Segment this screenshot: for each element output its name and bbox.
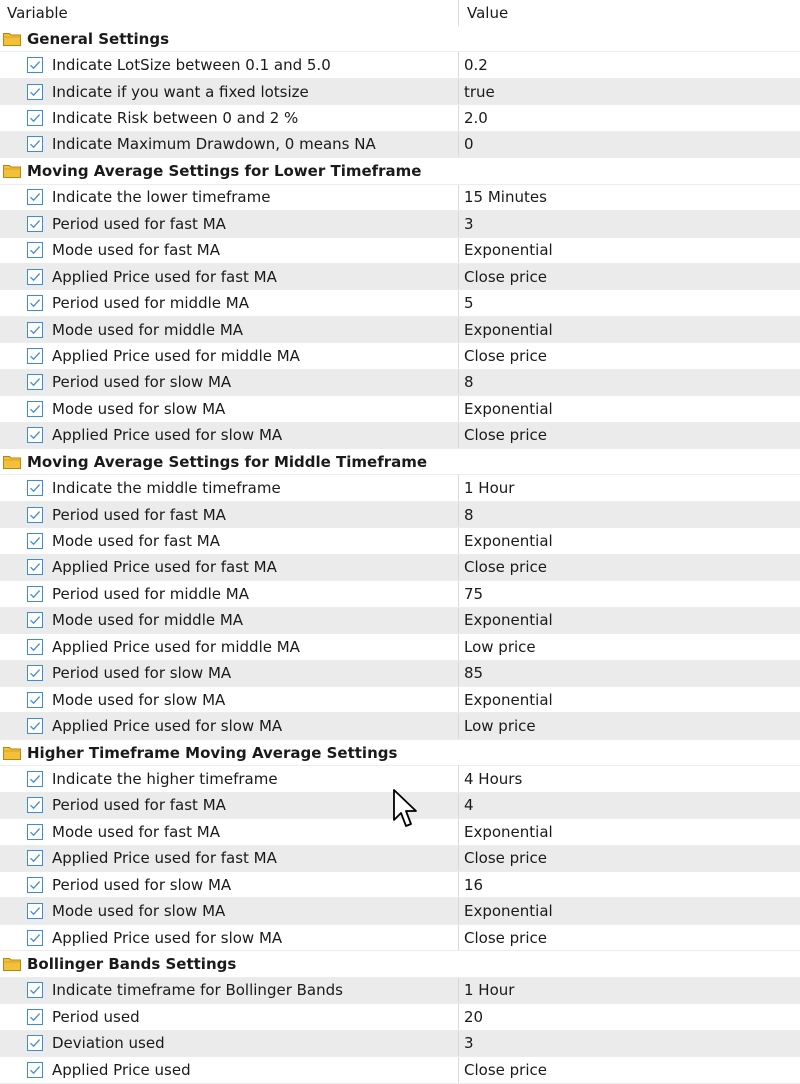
group-header-cell: [0, 951, 236, 976]
group-title: Moving Average Settings for Lower Timeframe: [27, 161, 422, 180]
checkbox-checked-icon[interactable]: [27, 903, 43, 919]
group-header[interactable]: [0, 26, 800, 52]
parameter-row[interactable]: [0, 264, 800, 290]
parameter-row[interactable]: [0, 185, 800, 211]
parameter-row[interactable]: [0, 713, 800, 739]
parameter-name: Period used: [52, 1007, 140, 1026]
parameter-name: Indicate the middle timeframe: [52, 479, 281, 498]
checkbox-checked-icon[interactable]: [27, 216, 43, 232]
folder-icon: [3, 957, 21, 971]
parameter-name: Period used for middle MA: [52, 584, 249, 603]
checkbox-checked-icon[interactable]: [27, 507, 43, 523]
column-header-value-label: Value: [467, 4, 509, 22]
parameter-name: Mode used for fast MA: [52, 822, 221, 841]
parameter-name-cell: [0, 687, 459, 712]
column-header-value[interactable]: [459, 4, 800, 22]
parameter-name: Mode used for fast MA: [52, 241, 221, 260]
checkbox-checked-icon[interactable]: [27, 189, 43, 205]
parameter-value[interactable]: 8: [464, 373, 474, 392]
parameter-row[interactable]: [0, 423, 800, 449]
checkbox-checked-icon[interactable]: [27, 533, 43, 549]
parameter-name: Indicate Maximum Drawdown, 0 means NA: [52, 135, 376, 154]
parameter-value[interactable]: 5: [464, 294, 474, 313]
parameter-name-cell: [0, 1031, 459, 1056]
parameter-value[interactable]: Exponential: [464, 690, 553, 709]
checkbox-checked-icon[interactable]: [27, 269, 43, 285]
parameter-name-cell: [0, 766, 459, 791]
parameter-value[interactable]: Close price: [464, 849, 547, 868]
parameter-name-cell: [0, 793, 459, 818]
checkbox-checked-icon[interactable]: [27, 665, 43, 681]
parameter-value[interactable]: Exponential: [464, 532, 553, 551]
parameter-value[interactable]: 20: [464, 1007, 484, 1026]
parameter-name-cell: [0, 846, 459, 871]
parameter-row[interactable]: [0, 211, 800, 237]
checkbox-checked-icon[interactable]: [27, 374, 43, 390]
parameter-name: Period used for fast MA: [52, 214, 226, 233]
checkbox-checked-icon[interactable]: [27, 348, 43, 364]
parameter-row[interactable]: [0, 502, 800, 528]
parameter-row[interactable]: [0, 238, 800, 264]
group-header-cell: [0, 449, 427, 474]
checkbox-checked-icon[interactable]: [27, 824, 43, 840]
parameter-name-cell: [0, 502, 459, 527]
parameter-name: Period used for fast MA: [52, 796, 226, 815]
parameter-row[interactable]: [0, 925, 800, 951]
checkbox-checked-icon[interactable]: [27, 586, 43, 602]
parameter-name: Mode used for slow MA: [52, 399, 226, 418]
checkbox-checked-icon[interactable]: [27, 797, 43, 813]
group-title: Bollinger Bands Settings: [27, 955, 237, 974]
parameter-row[interactable]: [0, 105, 800, 131]
parameter-name: Period used for middle MA: [52, 294, 249, 313]
mouse-cursor-icon: [392, 788, 420, 830]
parameter-value[interactable]: Low price: [464, 637, 536, 656]
parameter-name-cell: [0, 132, 459, 157]
parameter-name: Indicate LotSize between 0.1 and 5.0: [52, 56, 331, 75]
parameter-value[interactable]: Exponential: [464, 822, 553, 841]
parameter-value[interactable]: 15 Minutes: [464, 188, 547, 207]
folder-icon: [3, 455, 21, 469]
parameter-value[interactable]: Close price: [464, 1060, 547, 1079]
group-header[interactable]: [0, 740, 800, 766]
checkbox-checked-icon[interactable]: [27, 718, 43, 734]
parameter-name: Indicate timeframe for Bollinger Bands: [52, 981, 343, 1000]
parameter-row[interactable]: [0, 1004, 800, 1030]
parameter-name-cell: [0, 528, 459, 553]
checkbox-checked-icon[interactable]: [27, 295, 43, 311]
column-header-variable-label: Variable: [7, 4, 68, 22]
parameter-row[interactable]: [0, 370, 800, 396]
parameter-value[interactable]: 4: [464, 796, 474, 815]
parameter-row[interactable]: [0, 555, 800, 581]
checkbox-checked-icon[interactable]: [27, 480, 43, 496]
parameter-name: Applied Price used for fast MA: [52, 267, 277, 286]
parameter-name-cell: [0, 555, 459, 580]
parameter-value[interactable]: 2.0: [464, 109, 488, 128]
checkbox-checked-icon[interactable]: [27, 982, 43, 998]
checkbox-checked-icon[interactable]: [27, 401, 43, 417]
parameter-row[interactable]: [0, 52, 800, 78]
parameter-row[interactable]: [0, 396, 800, 422]
parameter-value[interactable]: Exponential: [464, 902, 553, 921]
parameter-name-cell: [0, 872, 459, 897]
parameter-value[interactable]: 75: [464, 584, 484, 603]
checkbox-checked-icon[interactable]: [27, 136, 43, 152]
parameter-name: Applied Price used for fast MA: [52, 849, 277, 868]
checkbox-checked-icon[interactable]: [27, 850, 43, 866]
group-header-cell: [0, 740, 397, 765]
parameter-value[interactable]: 1 Hour: [464, 479, 515, 498]
parameter-value[interactable]: Close price: [464, 928, 547, 947]
parameter-row[interactable]: [0, 687, 800, 713]
parameter-value[interactable]: Close price: [464, 346, 547, 365]
parameter-row[interactable]: [0, 1031, 800, 1057]
parameter-name: Applied Price used for fast MA: [52, 558, 277, 577]
parameter-name-cell: [0, 370, 459, 395]
parameter-name-cell: [0, 925, 459, 950]
checkbox-checked-icon[interactable]: [27, 639, 43, 655]
checkbox-checked-icon[interactable]: [27, 1009, 43, 1025]
checkbox-checked-icon[interactable]: [27, 559, 43, 575]
parameter-row[interactable]: [0, 317, 800, 343]
parameter-value[interactable]: 3: [464, 214, 474, 233]
parameter-name: Applied Price used for middle MA: [52, 637, 300, 656]
parameter-name: Mode used for slow MA: [52, 690, 226, 709]
parameter-name-cell: [0, 475, 459, 500]
parameter-name: Applied Price used for slow MA: [52, 928, 283, 947]
parameter-value[interactable]: 16: [464, 875, 484, 894]
folder-icon: [3, 746, 21, 760]
parameter-name-cell: [0, 238, 459, 263]
parameter-name: Mode used for fast MA: [52, 532, 221, 551]
parameter-row[interactable]: [0, 343, 800, 369]
parameter-name: Deviation used: [52, 1034, 165, 1053]
parameter-name-cell: [0, 978, 459, 1003]
parameter-name-cell: [0, 211, 459, 236]
parameter-name-cell: [0, 634, 459, 659]
group-header-cell: [0, 26, 169, 51]
group-header[interactable]: [0, 951, 800, 977]
checkbox-checked-icon[interactable]: [27, 84, 43, 100]
parameter-value[interactable]: 85: [464, 664, 484, 683]
parameter-name-cell: [0, 396, 459, 421]
folder-icon: [3, 32, 21, 46]
parameter-row[interactable]: [0, 898, 800, 924]
parameter-name-cell: [0, 105, 459, 130]
parameter-name: Applied Price used: [52, 1060, 191, 1079]
parameter-value[interactable]: Low price: [464, 717, 536, 736]
group-title: General Settings: [27, 29, 170, 48]
parameter-name-cell: [0, 343, 459, 368]
parameter-row[interactable]: [0, 634, 800, 660]
parameter-name: Indicate Risk between 0 and 2 %: [52, 109, 299, 128]
checkbox-checked-icon[interactable]: [27, 57, 43, 73]
parameter-name-cell: [0, 661, 459, 686]
parameter-name: Indicate if you want a fixed lotsize: [52, 82, 309, 101]
parameter-name: Period used for slow MA: [52, 373, 232, 392]
parameter-name-cell: [0, 1004, 459, 1029]
parameter-name: Period used for slow MA: [52, 875, 232, 894]
checkbox-checked-icon[interactable]: [27, 110, 43, 126]
parameter-value[interactable]: Exponential: [464, 611, 553, 630]
parameter-row[interactable]: [0, 846, 800, 872]
parameter-value[interactable]: true: [464, 82, 495, 101]
parameter-name-cell: [0, 581, 459, 606]
checkbox-checked-icon[interactable]: [27, 612, 43, 628]
parameter-row[interactable]: [0, 978, 800, 1004]
parameter-name: Applied Price used for slow MA: [52, 426, 283, 445]
parameter-value[interactable]: 4 Hours: [464, 769, 523, 788]
parameter-name-cell: [0, 79, 459, 104]
parameter-name-cell: [0, 52, 459, 77]
parameter-value[interactable]: Close price: [464, 558, 547, 577]
checkbox-checked-icon[interactable]: [27, 427, 43, 443]
parameter-value[interactable]: 1 Hour: [464, 981, 515, 1000]
parameter-row[interactable]: [0, 661, 800, 687]
group-header[interactable]: [0, 449, 800, 475]
parameter-name: Applied Price used for middle MA: [52, 346, 300, 365]
parameter-value[interactable]: Exponential: [464, 241, 553, 260]
parameter-value[interactable]: 8: [464, 505, 474, 524]
parameter-name: Mode used for slow MA: [52, 902, 226, 921]
parameter-value[interactable]: Close price: [464, 426, 547, 445]
parameter-value[interactable]: 3: [464, 1034, 474, 1053]
parameter-row[interactable]: [0, 872, 800, 898]
parameters-list: [0, 26, 800, 1084]
parameter-value[interactable]: 0.2: [464, 56, 488, 75]
group-title: Moving Average Settings for Middle Timeframe: [27, 452, 428, 471]
parameter-name-cell: [0, 898, 459, 923]
parameter-row[interactable]: [0, 290, 800, 316]
checkbox-checked-icon[interactable]: [27, 930, 43, 946]
parameter-row[interactable]: [0, 132, 800, 158]
parameter-name-cell: [0, 317, 459, 342]
parameter-name: Mode used for middle MA: [52, 611, 244, 630]
parameter-value[interactable]: 0: [464, 135, 474, 154]
parameter-name: Indicate the higher timeframe: [52, 769, 278, 788]
parameter-name-cell: [0, 713, 459, 738]
parameter-row[interactable]: [0, 528, 800, 554]
parameter-name-cell: [0, 819, 459, 844]
checkbox-checked-icon[interactable]: [27, 692, 43, 708]
checkbox-checked-icon[interactable]: [27, 1062, 43, 1078]
folder-icon: [3, 164, 21, 178]
parameter-name-cell: [0, 423, 459, 448]
parameter-name: Mode used for middle MA: [52, 320, 244, 339]
parameter-name-cell: [0, 1057, 459, 1082]
parameter-row[interactable]: [0, 79, 800, 105]
parameter-name-cell: [0, 264, 459, 289]
column-header: [0, 0, 800, 27]
group-header-cell: [0, 158, 421, 183]
parameter-name-cell: [0, 608, 459, 633]
checkbox-checked-icon[interactable]: [27, 877, 43, 893]
checkbox-checked-icon[interactable]: [27, 771, 43, 787]
parameter-value[interactable]: Exponential: [464, 320, 553, 339]
parameter-value[interactable]: Exponential: [464, 399, 553, 418]
group-title: Higher Timeframe Moving Average Settings: [27, 743, 398, 762]
parameter-row[interactable]: [0, 608, 800, 634]
checkbox-checked-icon[interactable]: [27, 242, 43, 258]
column-header-variable[interactable]: [0, 0, 459, 26]
parameter-row[interactable]: [0, 581, 800, 607]
parameter-name: Indicate the lower timeframe: [52, 188, 271, 207]
parameter-name: Applied Price used for slow MA: [52, 717, 283, 736]
checkbox-checked-icon[interactable]: [27, 1035, 43, 1051]
parameter-name: Period used for fast MA: [52, 505, 226, 524]
parameter-name-cell: [0, 290, 459, 315]
parameter-name-cell: [0, 185, 459, 210]
checkbox-checked-icon[interactable]: [27, 322, 43, 338]
parameter-row[interactable]: [0, 475, 800, 501]
parameter-name: Period used for slow MA: [52, 664, 232, 683]
parameter-value[interactable]: Close price: [464, 267, 547, 286]
group-header[interactable]: [0, 158, 800, 184]
